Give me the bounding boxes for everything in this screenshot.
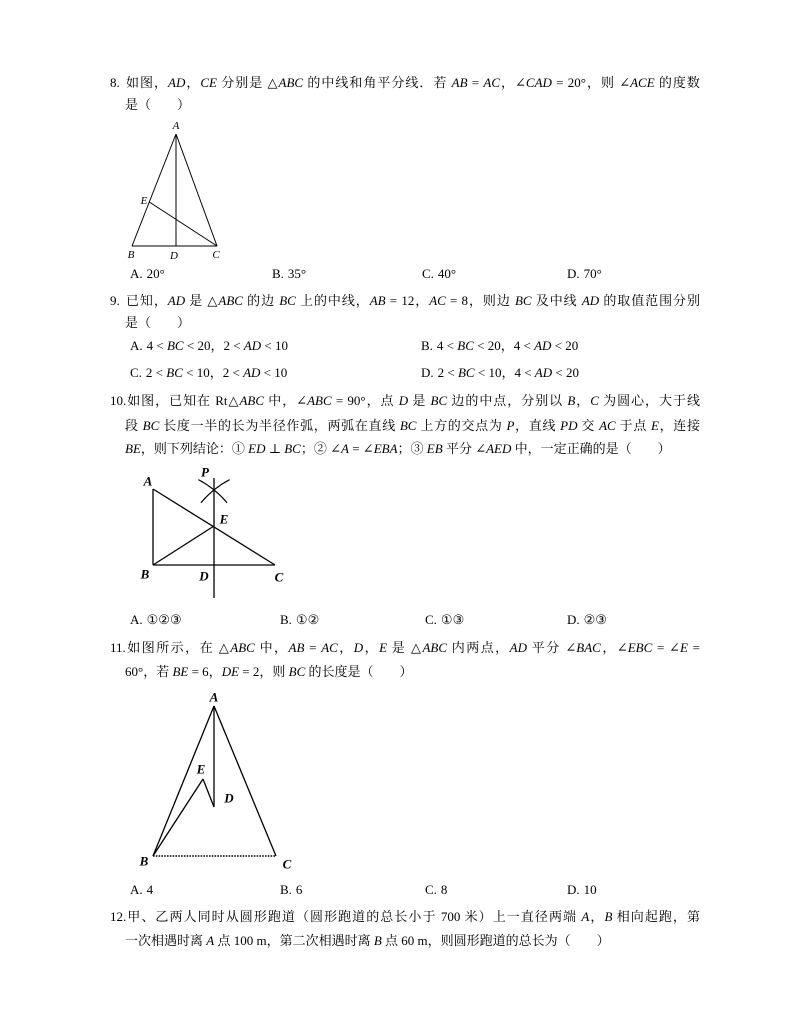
option-label: B. bbox=[280, 612, 292, 627]
option-text: 4 bbox=[146, 882, 154, 897]
option-label: D. bbox=[421, 365, 434, 380]
question-10-option-d bbox=[567, 610, 607, 630]
question-9-option-b bbox=[421, 336, 578, 356]
segment-be bbox=[153, 779, 203, 856]
question-11-option-b bbox=[280, 880, 302, 900]
question-10-text-2: 段 BC 长度一半的长为半径作弧，两弧在直线 BC 上方的交点为 P，直线 PD 交 AC 于点 E，连接 bbox=[125, 418, 700, 433]
question-11-line-1 bbox=[110, 638, 700, 658]
option-label: C. bbox=[425, 612, 437, 627]
segment-ac bbox=[214, 706, 276, 856]
point-label-e: E bbox=[196, 761, 206, 777]
question-9-number: 9. bbox=[110, 293, 120, 308]
question-9-option-c bbox=[130, 363, 287, 383]
vertex-label-a: A bbox=[172, 120, 180, 132]
option-label: A. bbox=[130, 338, 143, 353]
question-8-number: 8. bbox=[110, 75, 120, 90]
segment-ab bbox=[153, 706, 214, 856]
question-12-line-1 bbox=[110, 907, 700, 927]
question-8-option-b bbox=[272, 264, 306, 284]
option-text: 4 < BC < 20，4 < AD < 20 bbox=[436, 338, 579, 353]
segment-ed bbox=[203, 779, 214, 807]
question-8-option-a bbox=[130, 264, 165, 284]
question-11-text-2: 60°，若 BE = 6，DE = 2，则 BC 的长度是（ ） bbox=[125, 664, 413, 679]
question-12-number: 12. bbox=[110, 909, 127, 924]
question-12-text-1: 甲、乙两人同时从圆形跑道（圆形跑道的总长小于 700 米）上一直径两端 A，B 相向起跑，第 bbox=[126, 909, 700, 924]
option-label: A. bbox=[130, 266, 143, 281]
question-12-text-2: 一次相遇时离 A 点 100 m，第二次相遇时离 B 点 60 m，则圆形跑道的总长为（ ） bbox=[125, 933, 610, 948]
question-8-option-d bbox=[567, 264, 602, 284]
point-label-d: D bbox=[224, 790, 234, 806]
question-8-line-2 bbox=[125, 95, 190, 115]
point-label-d: D bbox=[199, 568, 209, 584]
question-8-text-2: 是（ ） bbox=[125, 97, 191, 112]
question-10-text-1: 如图，已知在 Rt△ABC 中，∠ABC = 90°，点 D 是 BC 边的中点，分别以 B，C 为圆心，大于线 bbox=[126, 393, 700, 408]
segment-ab bbox=[132, 134, 176, 246]
segment-ac bbox=[176, 134, 217, 246]
question-11-figure bbox=[135, 690, 305, 875]
option-text: 20° bbox=[146, 266, 165, 281]
vertex-label-b: B bbox=[127, 249, 135, 261]
question-10-number: 10. bbox=[110, 393, 127, 408]
option-text: ①③ bbox=[440, 612, 465, 627]
option-label: A. bbox=[130, 882, 143, 897]
point-label-e: E bbox=[140, 195, 148, 207]
vertex-label-c: C bbox=[212, 249, 220, 261]
question-9-text-2: 是（ ） bbox=[125, 315, 191, 330]
vertex-label-b: B bbox=[140, 566, 150, 582]
vertex-label-a: A bbox=[143, 473, 153, 489]
question-9-option-d bbox=[421, 363, 579, 383]
option-label: C. bbox=[425, 882, 437, 897]
question-8-figure bbox=[120, 115, 230, 265]
option-label: D. bbox=[567, 882, 580, 897]
vertex-label-b: B bbox=[139, 853, 149, 869]
point-label-d: D bbox=[170, 250, 178, 262]
option-label: B. bbox=[272, 266, 284, 281]
question-9-line-1 bbox=[110, 291, 700, 311]
question-10-figure bbox=[135, 460, 295, 605]
question-10-option-b bbox=[280, 610, 319, 630]
option-label: D. bbox=[567, 612, 580, 627]
question-10-text-3: BE，则下列结论：① ED ⊥ BC；② ∠A = ∠EBA；③ EB 平分 ∠AED 中，一定正确的是（ ） bbox=[125, 441, 671, 456]
option-text: 70° bbox=[583, 266, 602, 281]
option-text: 2 < BC < 10，2 < AD < 10 bbox=[145, 365, 288, 380]
point-label-e: E bbox=[219, 511, 229, 527]
vertex-label-c: C bbox=[282, 856, 292, 872]
option-label: B. bbox=[421, 338, 433, 353]
question-11-option-d bbox=[567, 880, 597, 900]
question-9-option-a bbox=[130, 336, 288, 356]
vertex-label-c: C bbox=[274, 569, 284, 585]
option-text: 8 bbox=[440, 882, 448, 897]
question-9-text-1: 已知，AD 是 △ABC 的边 BC 上的中线，AB = 12，AC = 8，则边 BC 及中线 AD 的取值范围分别 bbox=[125, 293, 700, 308]
question-10-line-1 bbox=[110, 391, 700, 411]
question-9-line-2 bbox=[125, 313, 190, 333]
option-label: B. bbox=[280, 882, 292, 897]
segment-be bbox=[153, 526, 214, 565]
question-8-option-c bbox=[422, 264, 456, 284]
question-10-option-c bbox=[425, 610, 464, 630]
option-text: ①②③ bbox=[146, 612, 182, 627]
option-label: A. bbox=[130, 612, 143, 627]
option-text: 10 bbox=[583, 882, 597, 897]
bisector-ce bbox=[149, 202, 217, 246]
option-label: C. bbox=[130, 365, 142, 380]
option-label: D. bbox=[567, 266, 580, 281]
question-8-line-1 bbox=[110, 73, 700, 93]
option-text: 40° bbox=[437, 266, 457, 281]
option-label: C. bbox=[422, 266, 434, 281]
question-10-line-3 bbox=[125, 439, 671, 459]
question-10-line-2 bbox=[125, 416, 700, 436]
option-text: 2 < BC < 10，4 < AD < 20 bbox=[437, 365, 579, 380]
question-12-line-2 bbox=[125, 931, 610, 951]
question-11-number: 11. bbox=[110, 640, 126, 655]
point-label-p: P bbox=[201, 464, 209, 480]
question-11-option-c bbox=[425, 880, 447, 900]
question-11-line-2 bbox=[125, 662, 413, 682]
question-11-text-1: 如图所示，在 △ABC 中，AB = AC，D，E 是 △ABC 内两点，AD 平分 ∠BAC，∠EBC = ∠E = bbox=[125, 640, 700, 655]
option-text: ②③ bbox=[583, 612, 607, 627]
option-text: 6 bbox=[295, 882, 303, 897]
vertex-label-a: A bbox=[209, 689, 219, 705]
question-11-option-a bbox=[130, 880, 153, 900]
option-text: 4 < BC < 20，2 < AD < 10 bbox=[146, 338, 288, 353]
question-8-text-1: 如图，AD，CE 分别是 △ABC 的中线和角平分线．若 AB = AC，∠CAD = 20°，则 ∠ACE 的度数 bbox=[125, 75, 700, 90]
option-text: ①② bbox=[295, 612, 320, 627]
question-10-option-a bbox=[130, 610, 182, 630]
option-text: 35° bbox=[287, 266, 307, 281]
